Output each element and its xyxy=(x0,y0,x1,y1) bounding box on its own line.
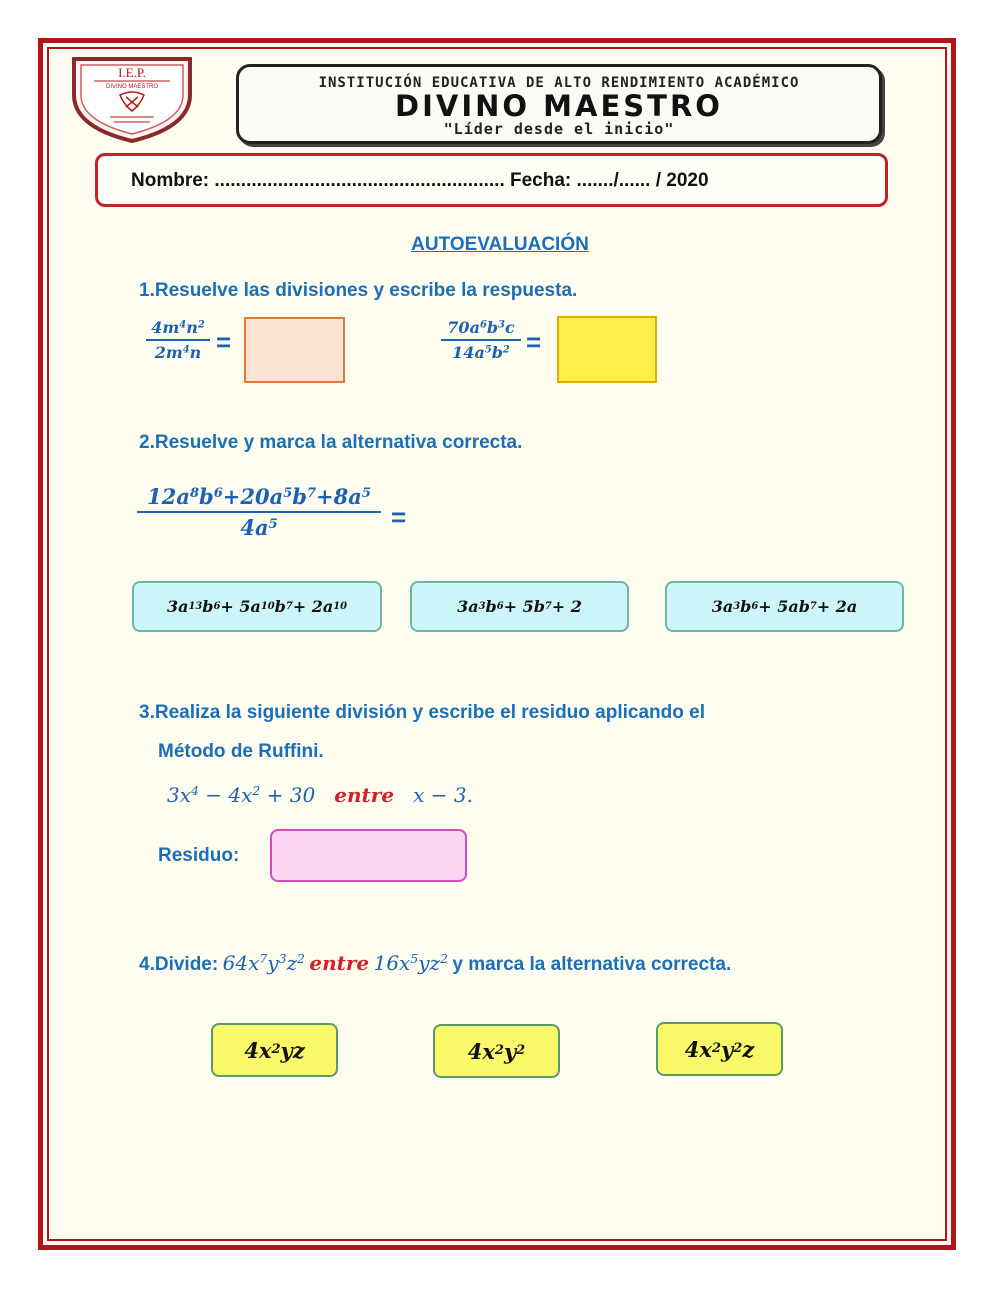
q2-option-2[interactable]: 3a 3 b 6 + 5b 7 + 2 xyxy=(410,581,629,632)
q2-option-3[interactable]: 3a 3 b 6 + 5ab 7 + 2a xyxy=(665,581,904,632)
logo-subtext: DIVINO MAESTRO xyxy=(105,84,159,90)
q3-divisor: x − 3. xyxy=(413,783,473,807)
logo-text: I.E.P. xyxy=(118,65,146,80)
q3-residuo-label: Residuo: xyxy=(158,845,240,866)
q2-equals: = xyxy=(391,502,407,532)
q4-dividend: $64x^7y^3z^2$ xyxy=(222,951,305,975)
q4-prompt-start: 4.Divide: xyxy=(139,954,219,975)
q4-divisor: $16x^5yz^2$ xyxy=(373,951,448,975)
banner-motto: "Líder desde el inicio" xyxy=(443,120,675,138)
q1-answer-box-2[interactable] xyxy=(557,316,657,383)
q3-prompt-line2: Método de Ruffini. xyxy=(158,741,324,762)
q2-fraction: $12a^8b^6+20a^5b^7+8a^5$ $4a^5$ xyxy=(137,484,381,540)
q1-equals-2: = xyxy=(526,327,542,357)
q4-option-3[interactable]: 4x 2 y 2 z xyxy=(656,1022,783,1076)
q3-prompt-line1: 3.Realiza la siguiente división y escribe el residuo aplicando el xyxy=(139,702,705,723)
page-title: AUTOEVALUACIÓN xyxy=(411,234,589,255)
q2-prompt: 2.Resuelve y marca la alternativa correcta. xyxy=(139,432,523,453)
q1-fraction-1: $4m^4n^2$ $2m^4n$ xyxy=(146,318,210,362)
school-banner xyxy=(236,64,882,144)
name-date-text: Nombre: ....................................................... Fecha: ......./...... / 2020 xyxy=(131,170,709,191)
q4-option-2[interactable]: 4x 2 y 2 xyxy=(433,1024,560,1078)
q4-entre: entre xyxy=(309,951,370,975)
banner-line1: INSTITUCIÓN EDUCATIVA DE ALTO RENDIMIENTO ACADÉMICO xyxy=(318,75,800,91)
q2-option-1[interactable]: 3a 13 b 6 + 5a 10 b 7 + 2a 10 xyxy=(132,581,382,632)
name-date-box xyxy=(95,153,888,207)
q1-fraction-2: $70a^6b^3c$ $14a^5b^2$ xyxy=(441,318,521,362)
q3-polynomial: $3x^4 - 4x^2 + 30$ entre x − 3. xyxy=(167,783,473,807)
school-logo xyxy=(70,55,194,143)
q1-prompt: 1.Resuelve las divisiones y escribe la respuesta. xyxy=(139,280,578,301)
q4-option-1[interactable]: 4x 2 yz xyxy=(211,1023,338,1077)
q3-entre: entre xyxy=(334,783,395,807)
q1-equals-1: = xyxy=(216,327,232,357)
q3-residuo-box[interactable] xyxy=(270,829,467,882)
q1-answer-box-1[interactable] xyxy=(244,317,345,383)
q4-prompt xyxy=(139,951,731,976)
q4-prompt-end: y marca la alternativa correcta. xyxy=(452,954,732,975)
banner-school-name: DIVINO MAESTRO xyxy=(395,89,723,123)
